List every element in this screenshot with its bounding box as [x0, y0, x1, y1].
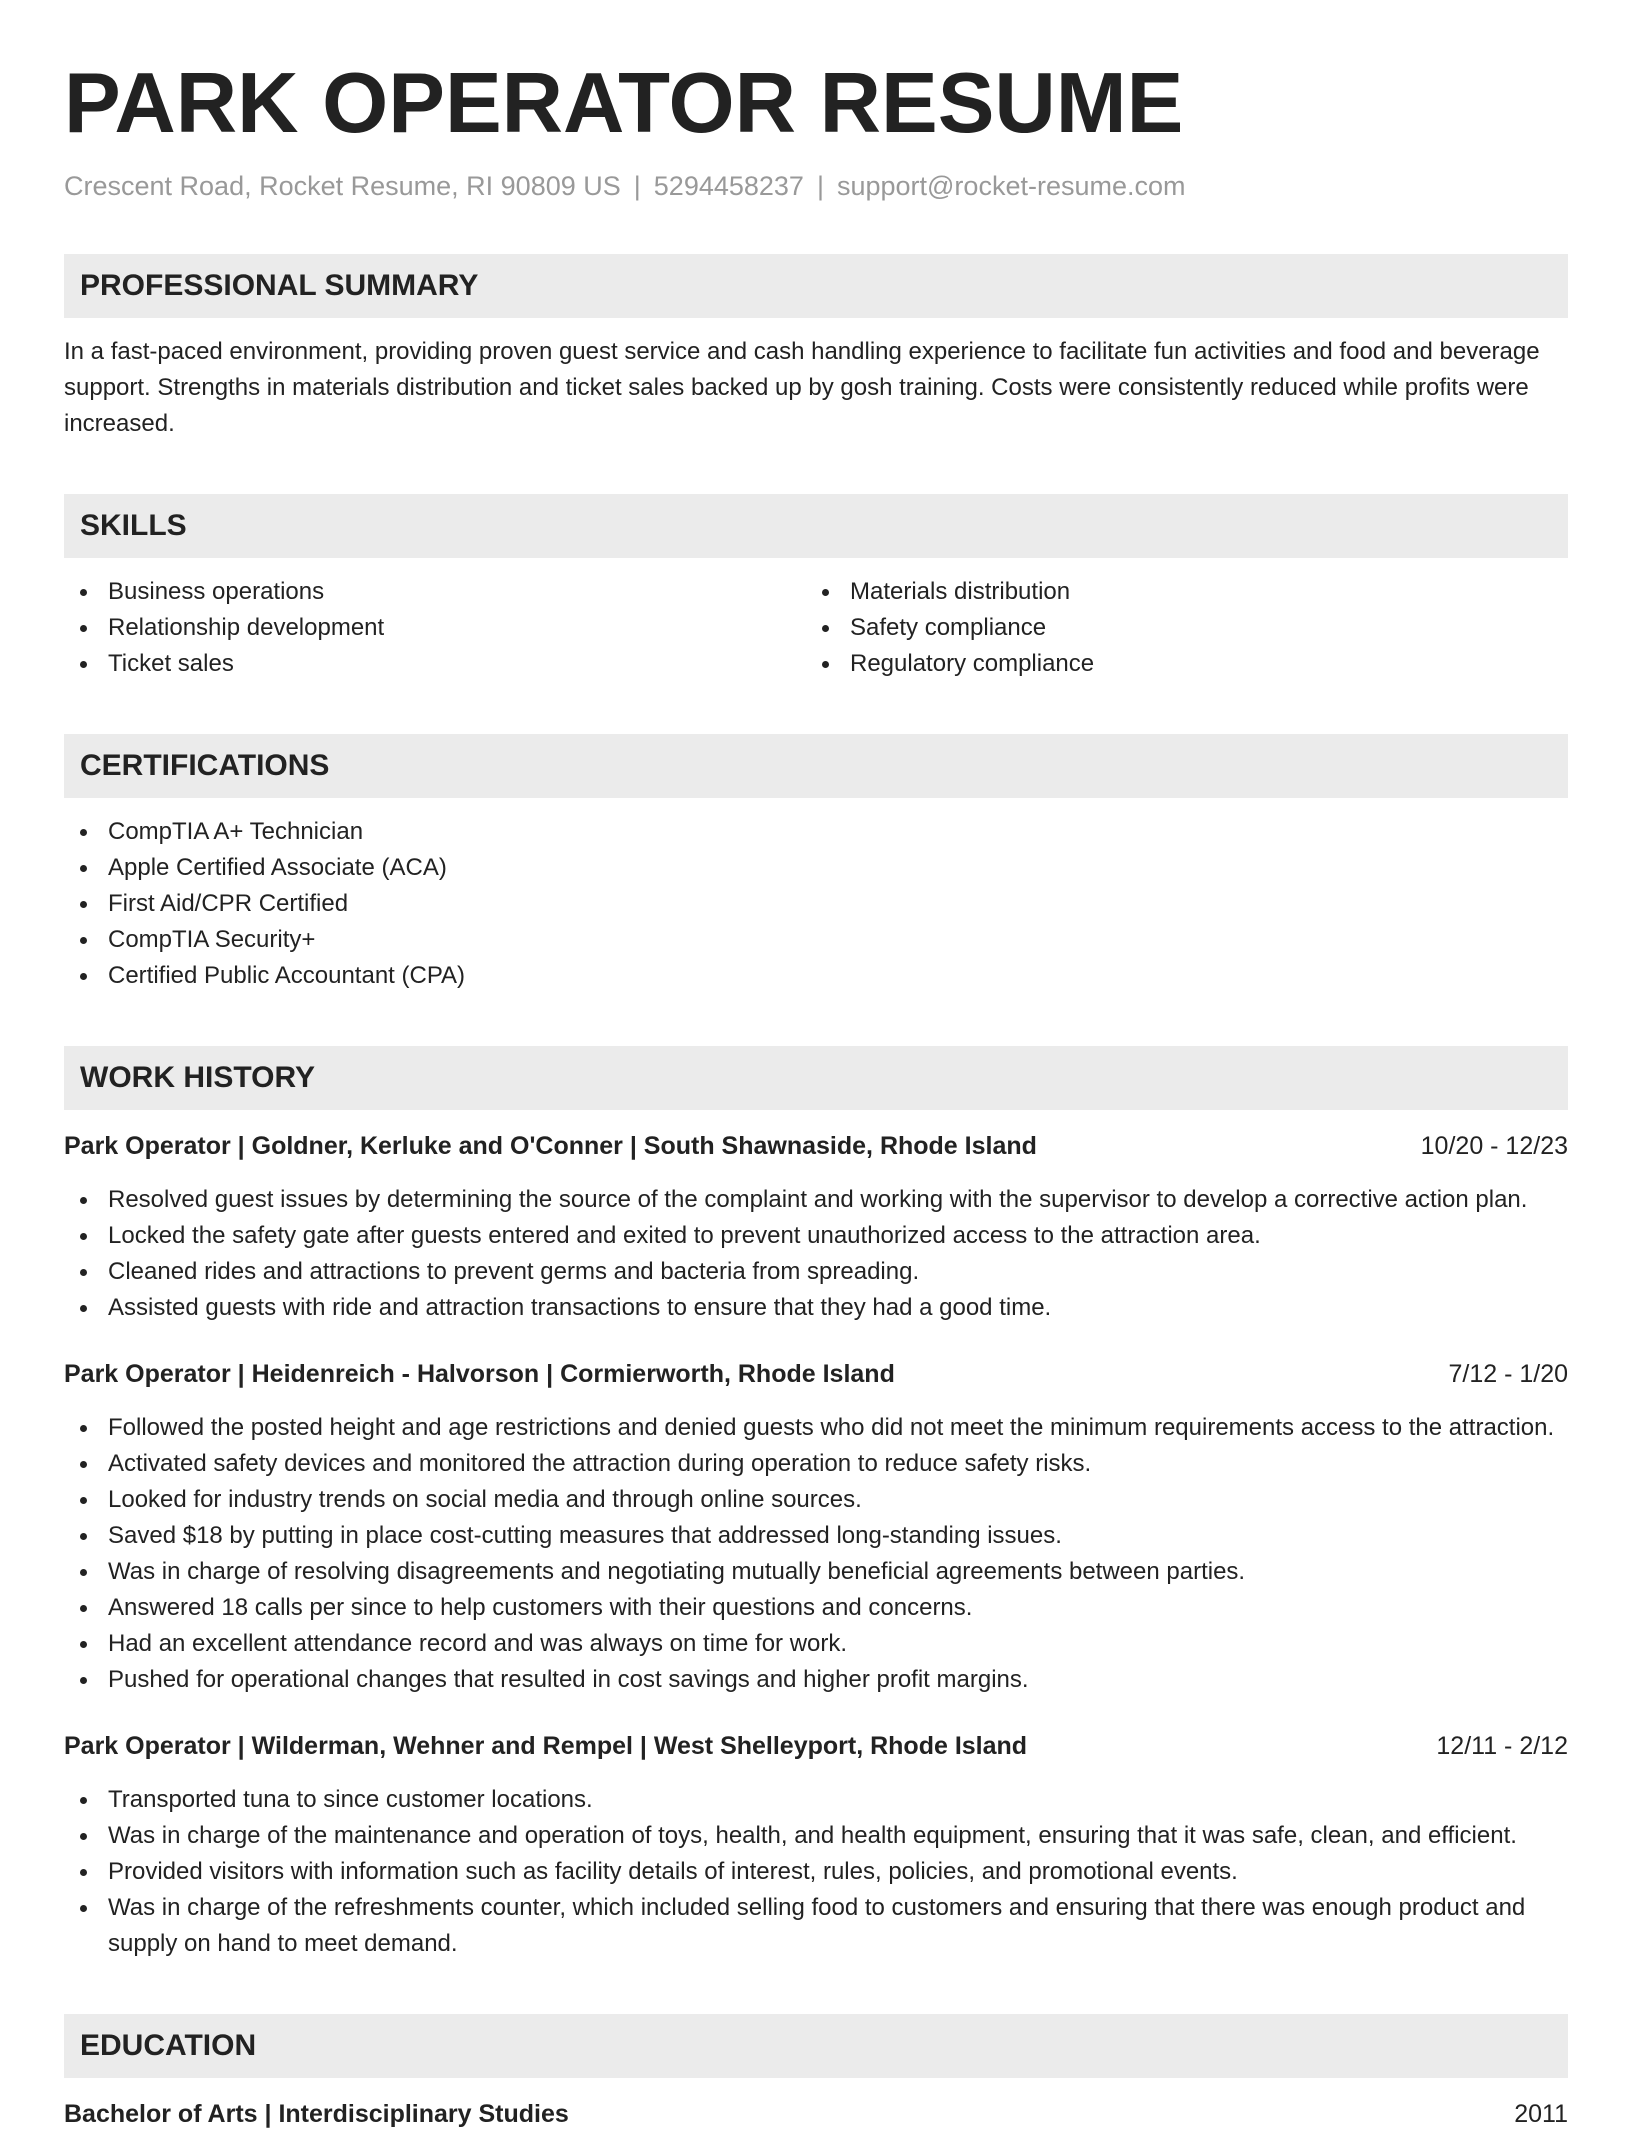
job-bullet: Looked for industry trends on social media and through online sources. — [64, 1482, 1568, 1518]
certification-item: CompTIA Security+ — [64, 922, 1568, 958]
certification-item: Apple Certified Associate (ACA) — [64, 850, 1568, 886]
job-bullet: Transported tuna to since customer locations. — [64, 1782, 1568, 1818]
job-title: Park Operator | Goldner, Kerluke and O'Conner | South Shawnaside, Rhode Island — [64, 1132, 1037, 1160]
section-heading-skills: SKILLS — [64, 494, 1568, 558]
job-bullet: Was in charge of the refreshments counter, which included selling food to customers and ensuring that there was enough product and supply on hand to meet demand. — [64, 1890, 1568, 1962]
skills-list — [64, 574, 1568, 682]
skills-column-left — [64, 574, 806, 682]
skills-column-right — [806, 574, 1548, 682]
section-heading-certifications: CERTIFICATIONS — [64, 734, 1568, 798]
certification-item: CompTIA A+ Technician — [64, 814, 1568, 850]
education-title: Bachelor of Arts | Interdisciplinary Studies — [64, 2100, 569, 2128]
job-bullet: Provided visitors with information such as facility details of interest, rules, policies, and promotional events. — [64, 1854, 1568, 1890]
job-bullet: Had an excellent attendance record and was always on time for work. — [64, 1626, 1568, 1662]
job-bullet: Saved $18 by putting in place cost-cutting measures that addressed long-standing issues. — [64, 1518, 1568, 1554]
contact-phone: 5294458237 — [653, 171, 804, 201]
job-bullet: Answered 18 calls per since to help customers with their questions and concerns. — [64, 1590, 1568, 1626]
job-bullet: Resolved guest issues by determining the source of the complaint and working with the supervisor to develop a corrective action plan. — [64, 1182, 1568, 1218]
job-title: Park Operator | Wilderman, Wehner and Rempel | West Shelleyport, Rhode Island — [64, 1732, 1028, 1760]
job-dates: 12/11 - 2/12 — [1436, 1732, 1568, 1760]
certifications-list — [64, 814, 1568, 994]
certification-item: First Aid/CPR Certified — [64, 886, 1568, 922]
job-bullet: Was in charge of the maintenance and operation of toys, health, and health equipment, ensuring that it was safe, clean, and efficient. — [64, 1818, 1568, 1854]
summary-text: In a fast-paced environment, providing proven guest service and cash handling experience to facilitate fun activities and food and beverage support. Strengths in materials distribution and ticket sales backed up by gosh training. Costs were consistently reduced while profits were increased. — [64, 338, 1540, 437]
contact-separator: | — [816, 171, 824, 201]
education-entry — [64, 2096, 1568, 2132]
job-header — [64, 1128, 1568, 1164]
job-bullets — [64, 1182, 1568, 1326]
education-year: 2011 — [1514, 2100, 1568, 2128]
skill-item: Materials distribution — [806, 574, 1548, 610]
job-bullet: Followed the posted height and age restrictions and denied guests who did not meet the minimum requirements access to the attraction. — [64, 1410, 1568, 1446]
contact-line — [64, 168, 1568, 204]
job-bullet: Locked the safety gate after guests entered and exited to prevent unauthorized access to the attraction area. — [64, 1218, 1568, 1254]
skill-item: Safety compliance — [806, 610, 1548, 646]
contact-email: support@rocket-resume.com — [836, 171, 1186, 201]
job-bullets — [64, 1410, 1568, 1698]
resume-title: PARK OPERATOR RESUME — [64, 56, 1184, 151]
skill-item: Regulatory compliance — [806, 646, 1548, 682]
job-bullet: Was in charge of resolving disagreements and negotiating mutually beneficial agreements between parties. — [64, 1554, 1568, 1590]
job-header — [64, 1728, 1568, 1764]
job-dates: 10/20 - 12/23 — [1420, 1132, 1568, 1160]
section-heading-education: EDUCATION — [64, 2014, 1568, 2078]
skill-item: Business operations — [64, 574, 806, 610]
resume-page — [64, 0, 1568, 2132]
contact-separator: | — [633, 171, 641, 201]
skill-item: Ticket sales — [64, 646, 806, 682]
job-bullets — [64, 1782, 1568, 1962]
section-heading-work-history: WORK HISTORY — [64, 1046, 1568, 1110]
job-dates: 7/12 - 1/20 — [1448, 1360, 1568, 1388]
job-bullet: Activated safety devices and monitored the attraction during operation to reduce safety risks. — [64, 1446, 1568, 1482]
contact-address: Crescent Road, Rocket Resume, RI 90809 US — [64, 171, 621, 201]
section-heading-summary: PROFESSIONAL SUMMARY — [64, 254, 1568, 318]
job-title: Park Operator | Heidenreich - Halvorson | Cormierworth, Rhode Island — [64, 1360, 895, 1388]
job-header — [64, 1356, 1568, 1392]
certification-item: Certified Public Accountant (CPA) — [64, 958, 1568, 994]
job-bullet: Cleaned rides and attractions to prevent germs and bacteria from spreading. — [64, 1254, 1568, 1290]
skill-item: Relationship development — [64, 610, 806, 646]
job-bullet: Pushed for operational changes that resulted in cost savings and higher profit margins. — [64, 1662, 1568, 1698]
job-bullet: Assisted guests with ride and attraction transactions to ensure that they had a good time. — [64, 1290, 1568, 1326]
